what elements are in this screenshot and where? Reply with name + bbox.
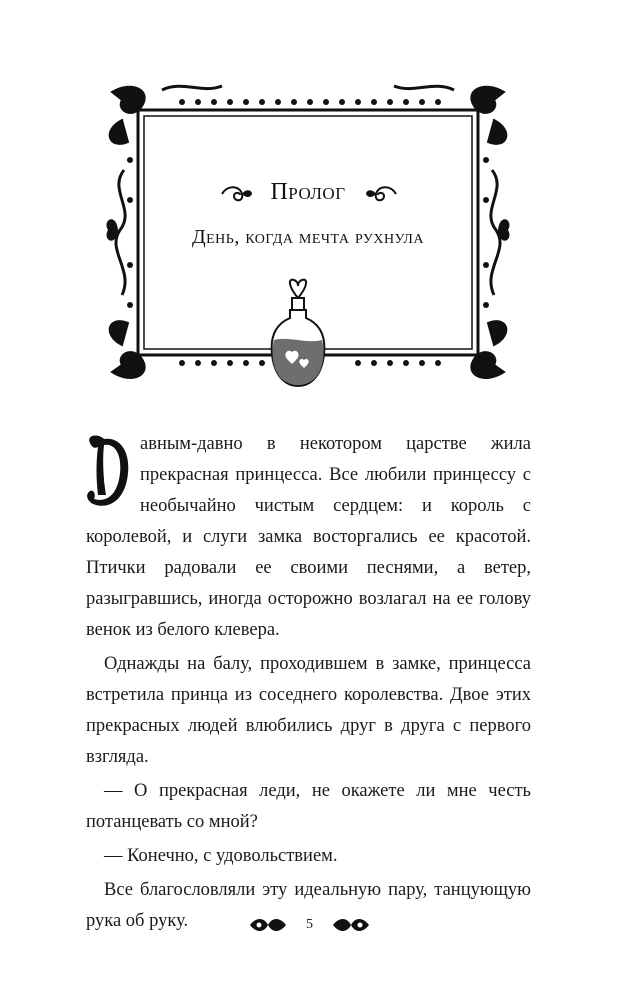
page-number: 5	[306, 917, 313, 932]
chapter-frame	[102, 80, 514, 385]
footer-ornament-icon	[248, 915, 288, 935]
paragraph-3: — О прекрасная леди, не окажете ли мне честь потанцевать со мной?	[86, 781, 531, 832]
paragraph-1-text: авным-давно в некотором царстве жила прекрасная принцесса. Все любили принцессу с необычайно чистым сердцем: и король с королевой, и слуги замка восторгались ее красотой. Птички радовали ее своими песнями, а ветер, разыгравшись, иногда осторожно возлагал на ее голову венок из белого клевера.	[86, 434, 531, 640]
page-footer	[0, 910, 619, 940]
potion-bottle-icon	[268, 278, 328, 390]
chapter-label: Пролог	[270, 179, 346, 205]
paragraph-1	[86, 429, 531, 646]
drop-cap-d	[82, 433, 132, 511]
chapter-subtitle: День, когда мечта рухнула	[191, 226, 425, 248]
paragraph-2: Однажды на балу, проходившем в замке, принцесса встретила принца из соседнего королевства. Двое этих прекрасных людей влюбились друг в друга с первого взгляда.	[86, 654, 531, 767]
body-text	[86, 429, 531, 940]
footer-ornament-icon	[331, 915, 371, 935]
paragraph-4: — Конечно, с удовольствием.	[104, 846, 338, 866]
paragraph-5: Все благословляли эту идеальную пару, танцующую рука об руку.	[86, 880, 531, 931]
